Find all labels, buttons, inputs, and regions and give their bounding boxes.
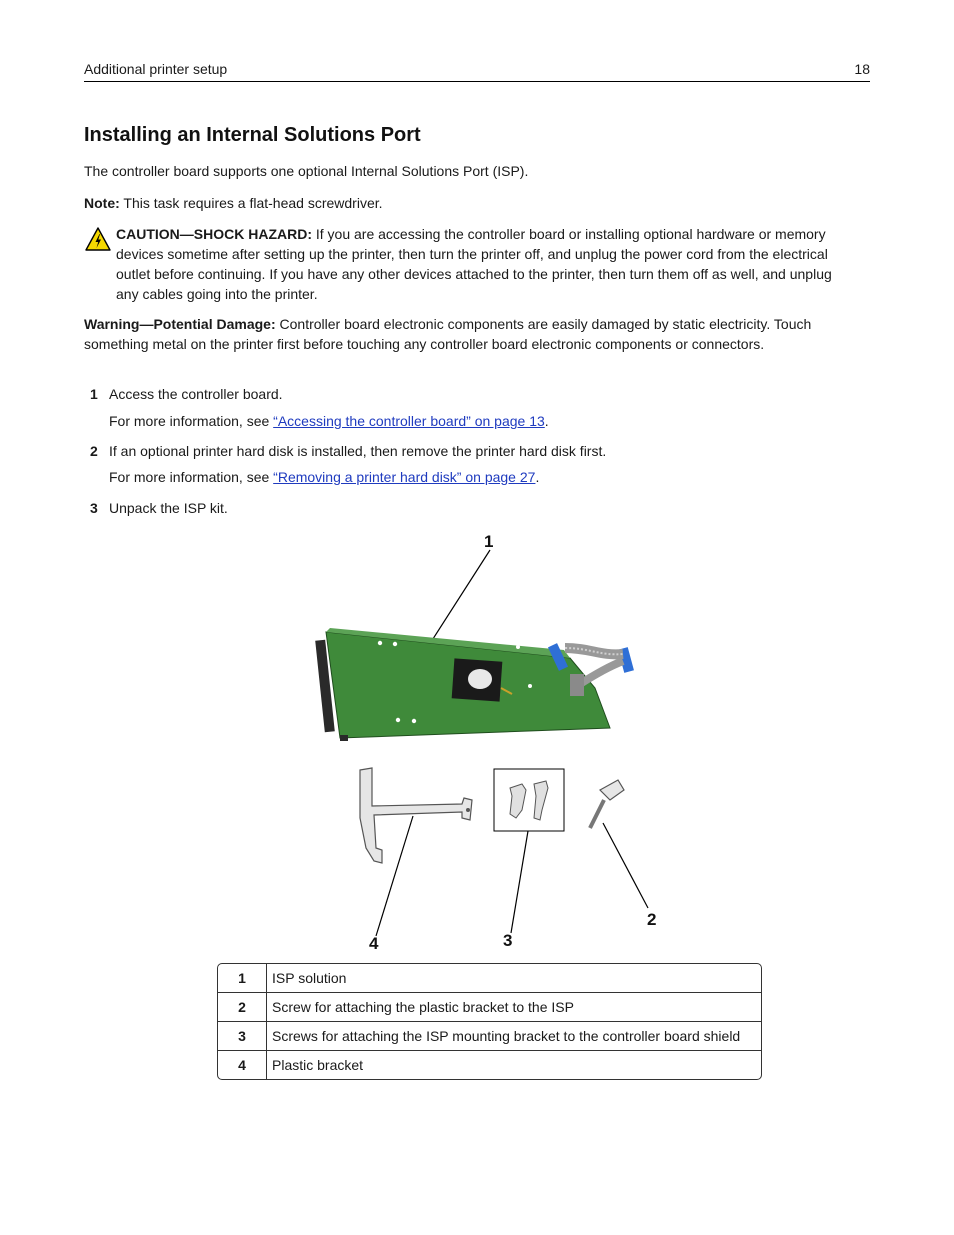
table-row <box>218 964 761 993</box>
caution-text: If you are accessing the controller board or installing optional hardware or memory devices sometime after setting up the printer, then turn the printer off, and unplug the power cord from the electrical outlet before continuing. If you have any other devices attached to the printer, then turn them off as well, and unplug any cables going into the printer. <box>116 226 832 302</box>
plastic-bracket <box>360 768 472 863</box>
parts-legend-table <box>217 963 762 1080</box>
warning-text: Controller board electronic components are easily damaged by static electricity. Touch something metal on the printer first before touching any controller board electronic components or connectors. <box>84 316 812 352</box>
more-info-prefix: For more information, see <box>109 413 274 429</box>
step-number: 1 <box>90 386 98 402</box>
link-removing-hard-disk[interactable]: “Removing a printer hard disk” on page 27 <box>273 469 536 485</box>
callout-1: 1 <box>484 532 494 551</box>
legend-number: 2 <box>218 993 267 1022</box>
warning-label: Warning—Potential Damage: <box>84 316 276 332</box>
step-2-more-info <box>109 467 539 487</box>
legend-number: 3 <box>218 1022 267 1051</box>
note-label: Note: <box>84 195 120 211</box>
link-accessing-controller-board[interactable]: “Accessing the controller board” on page 13 <box>273 413 545 429</box>
isp-kit-drawing <box>290 528 670 958</box>
note-text: This task requires a flat-head screwdriver. <box>119 195 383 211</box>
callout-3: 3 <box>503 931 513 950</box>
page-title: Installing an Internal Solutions Port <box>84 124 421 146</box>
isp-kit-illustration <box>290 528 670 958</box>
page-number: 18 <box>854 61 870 77</box>
screws-kit-box <box>494 769 564 831</box>
legend-number: 1 <box>218 964 267 993</box>
table-row <box>218 1022 761 1051</box>
legend-description: ISP solution <box>267 964 761 993</box>
step-1-more-info <box>109 411 549 431</box>
step-text: Unpack the ISP kit. <box>109 500 228 516</box>
more-info-suffix: . <box>544 413 549 429</box>
step-text: Access the controller board. <box>109 386 283 402</box>
legend-description: Screw for attaching the plastic bracket to the ISP <box>267 993 761 1022</box>
legend-description: Plastic bracket <box>272 1057 364 1073</box>
legend-description: Screws for attaching the ISP mounting bracket to the controller board shield <box>267 1022 761 1051</box>
more-info-suffix: . <box>535 469 540 485</box>
callout-4: 4 <box>369 934 379 953</box>
step-number: 3 <box>90 500 98 516</box>
table-row <box>218 1051 761 1079</box>
legend-number: 4 <box>218 1051 267 1079</box>
section-title: Additional printer setup <box>84 61 228 77</box>
note-paragraph <box>84 193 874 213</box>
shock-hazard-warning-icon <box>85 227 111 251</box>
more-info-prefix: For more information, see <box>109 469 274 485</box>
caution-paragraph <box>116 224 851 304</box>
caution-label: CAUTION—SHOCK HAZARD: <box>116 226 312 242</box>
thumb-screw <box>590 780 624 828</box>
table-row <box>218 993 761 1022</box>
step-text: If an optional printer hard disk is installed, then remove the printer hard disk first. <box>109 443 607 459</box>
page-header <box>84 60 870 82</box>
step-number: 2 <box>90 443 98 459</box>
intro-text: The controller board supports one optional Internal Solutions Port (ISP). <box>84 163 529 179</box>
warning-paragraph <box>84 314 844 354</box>
callout-2: 2 <box>647 910 657 929</box>
